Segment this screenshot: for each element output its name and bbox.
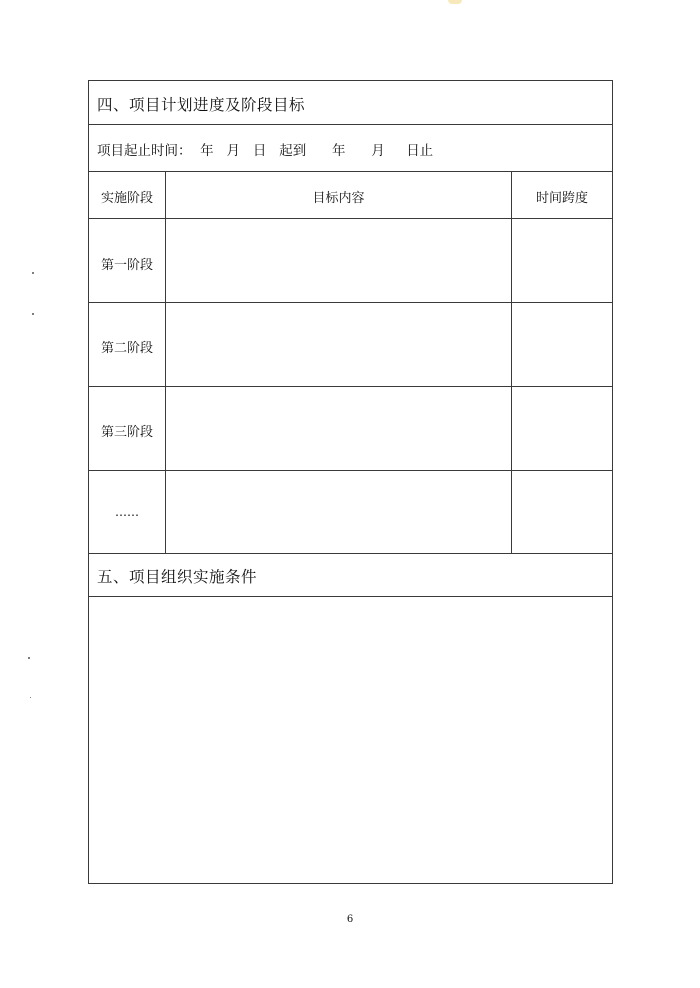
to-label: 起到 <box>279 143 307 159</box>
column-divider <box>511 171 512 553</box>
scan-speck <box>28 657 30 659</box>
section4-title: 四、项目计划进度及阶段目标 <box>97 96 306 114</box>
start-year-label: 年 <box>200 143 214 159</box>
end-day-label: 日止 <box>406 143 434 159</box>
divider <box>89 171 612 172</box>
form-table <box>88 80 613 884</box>
divider <box>89 124 612 125</box>
divider <box>89 218 612 219</box>
header-goal: 目标内容 <box>312 191 365 206</box>
section5-content-area[interactable] <box>89 597 612 883</box>
divider <box>89 553 612 554</box>
section5-title: 五、项目组织实施条件 <box>97 568 258 586</box>
column-divider <box>165 171 166 553</box>
stage-label: 第三阶段 <box>100 425 153 440</box>
divider <box>89 302 612 303</box>
stage-label: …… <box>115 505 139 519</box>
header-duration: 时间跨度 <box>535 191 588 206</box>
header-stage: 实施阶段 <box>100 191 153 206</box>
divider <box>89 386 612 387</box>
stage-label: 第二阶段 <box>100 341 153 356</box>
period-label: 项目起止时间： <box>97 143 192 159</box>
scan-speck <box>32 313 34 315</box>
scan-speck <box>30 697 31 698</box>
end-year-label: 年 <box>331 143 346 159</box>
start-month-label: 月 <box>226 143 240 159</box>
end-month-label: 月 <box>371 143 385 159</box>
stage-label: 第一阶段 <box>100 258 153 273</box>
scan-smudge <box>448 0 462 4</box>
project-period-row <box>97 139 433 159</box>
page-number: 6 <box>346 914 354 925</box>
divider <box>89 470 612 471</box>
start-day-label: 日 <box>252 143 267 159</box>
scan-speck <box>32 272 34 274</box>
